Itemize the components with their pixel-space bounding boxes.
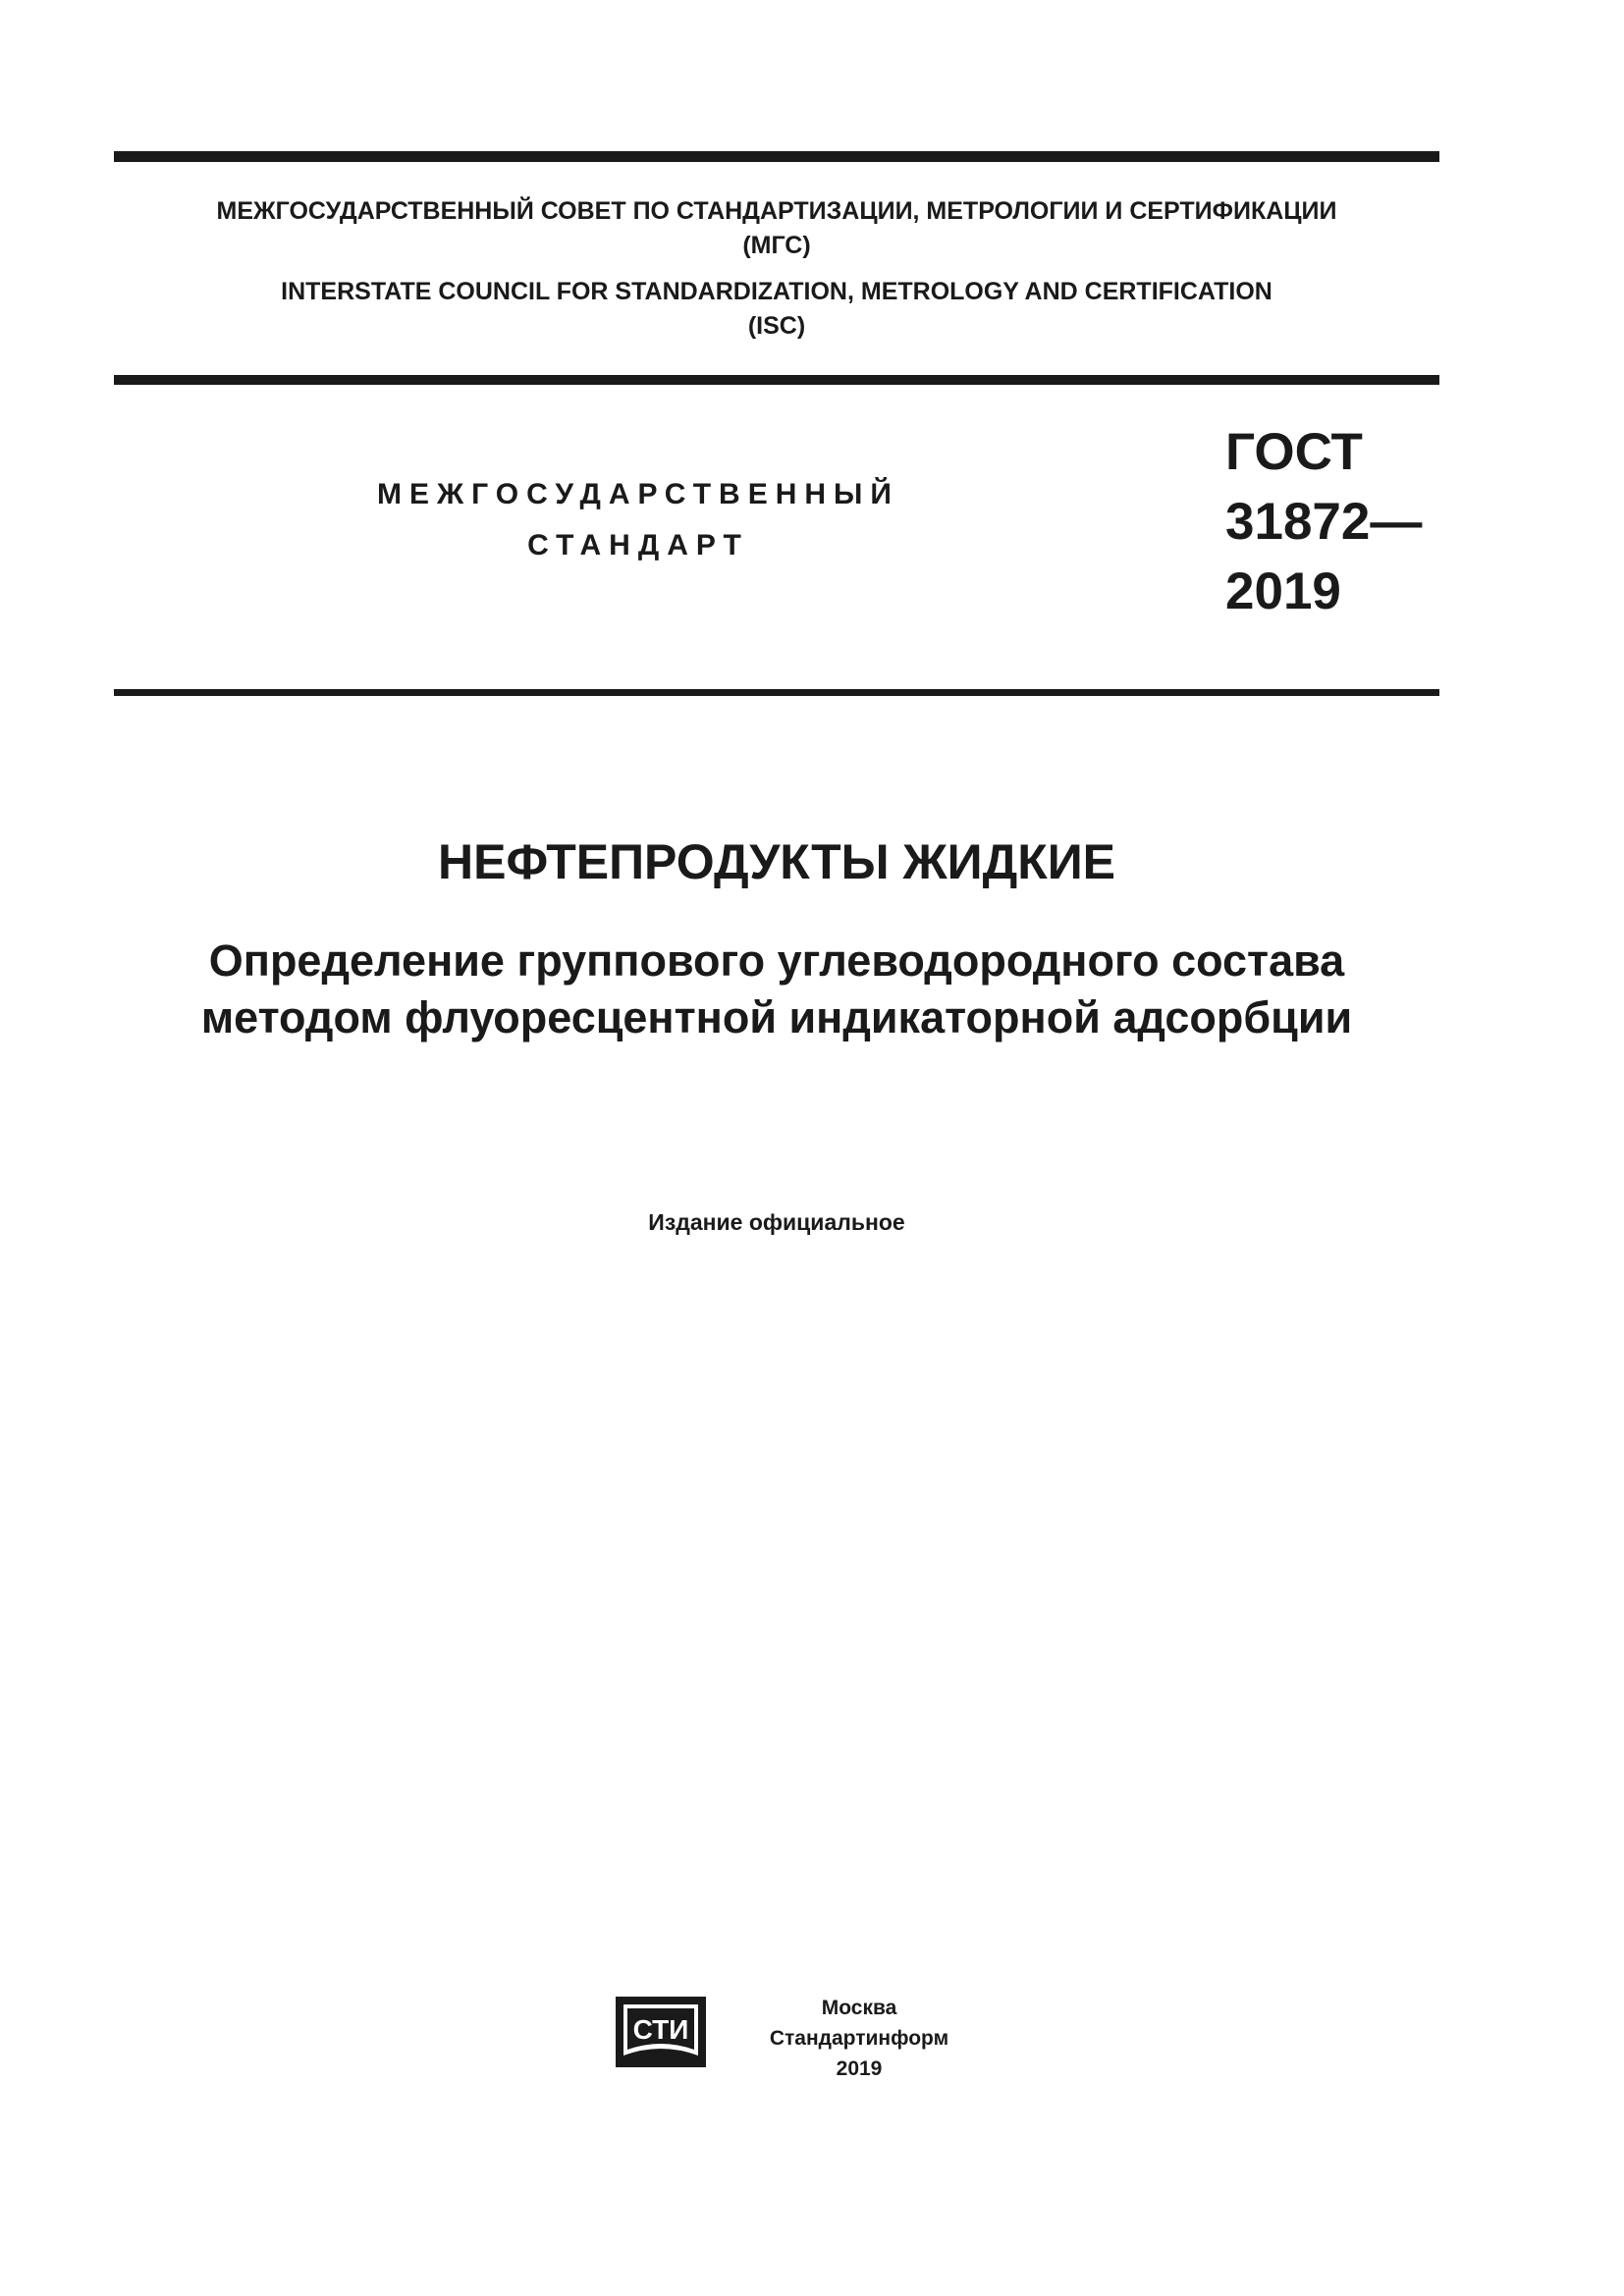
subtitle-line1: Определение группового углеводородного состава — [208, 935, 1345, 986]
publisher-info — [717, 1993, 1001, 2084]
document-subtitle — [114, 933, 1439, 1046]
standard-kind-line1: МЕЖГОСУДАРСТВЕННЫЙ — [377, 478, 899, 510]
council-ru-abbr: (МГС) — [742, 232, 811, 259]
gost-prefix: ГОСТ — [1225, 423, 1363, 481]
publisher-year: 2019 — [836, 2057, 883, 2080]
gost-number — [1225, 417, 1422, 626]
council-en — [114, 275, 1439, 344]
council-ru-name: МЕЖГОСУДАРСТВЕННЫЙ СОВЕТ ПО СТАНДАРТИЗАЦИИ, МЕТРОЛОГИИ И СЕРТИФИКАЦИИ — [216, 197, 1337, 225]
edition-note: Издание официальное — [648, 1209, 905, 1235]
standard-kind — [324, 469, 952, 571]
standard-kind-line2: СТАНДАРТ — [527, 529, 749, 561]
publisher-name: Стандартинформ — [769, 2027, 949, 2050]
council-en-name: INTERSTATE COUNCIL FOR STANDARDIZATION, METROLOGY AND CERTIFICATION — [281, 278, 1272, 305]
middle-rule — [114, 375, 1439, 385]
gost-year: 2019 — [1225, 562, 1341, 620]
lower-rule — [114, 689, 1439, 696]
subtitle-line2: методом флуоресцентной индикаторной адсорбции — [200, 992, 1353, 1042]
document-title: НЕФТЕПРОДУКТЫ ЖИДКИЕ — [437, 834, 1115, 889]
gost-number-value: 31872— — [1225, 493, 1423, 551]
council-ru — [114, 194, 1439, 263]
publisher-city: Москва — [821, 1997, 897, 2019]
council-en-abbr: (ISC) — [747, 312, 806, 340]
publisher-logo-text: СТИ — [632, 2014, 689, 2045]
publisher-logo — [612, 1993, 710, 2071]
top-rule — [114, 151, 1439, 162]
publisher-logo-icon — [612, 1993, 710, 2071]
